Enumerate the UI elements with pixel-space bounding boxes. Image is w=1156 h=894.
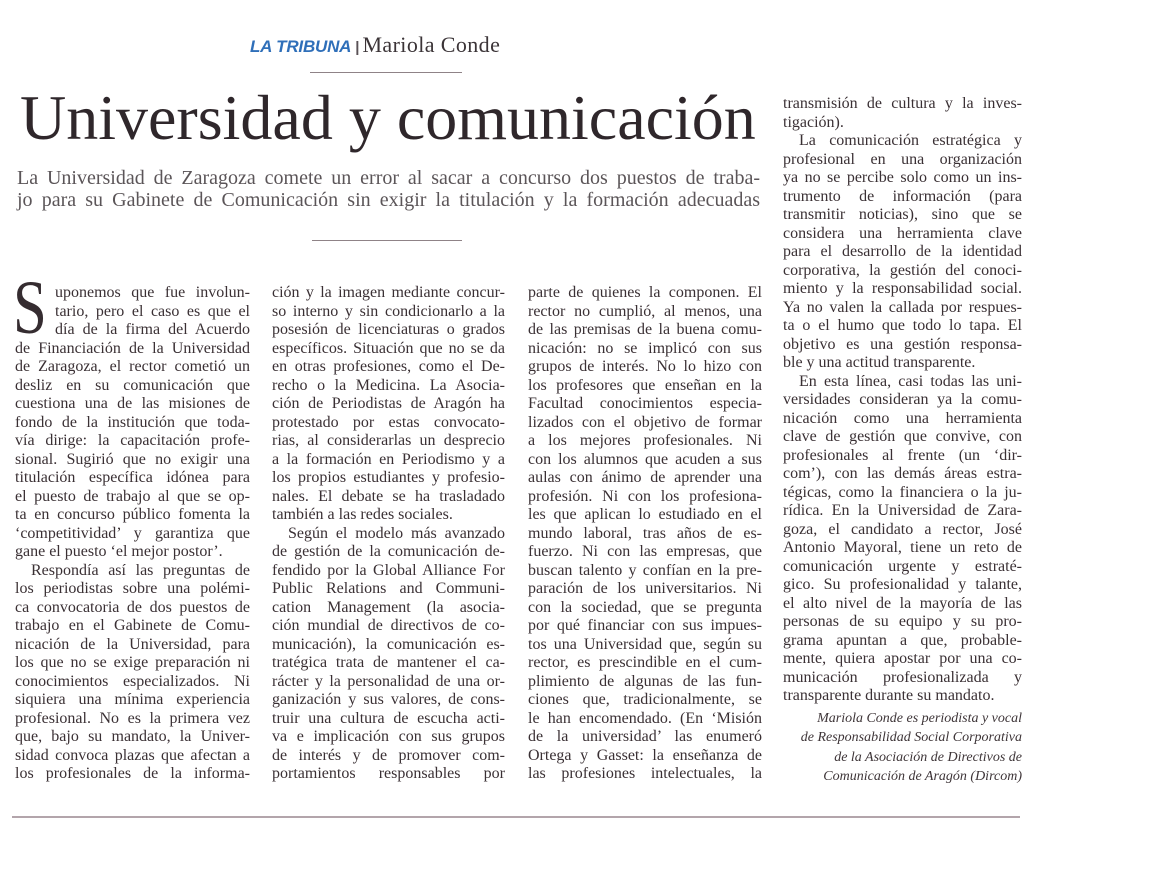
text-line: Public Relations and Communi- xyxy=(272,580,505,597)
text-line: fuerzo. Ni con las empresas, que xyxy=(528,543,762,560)
text-line: día de la firma del Acuerdo xyxy=(55,321,250,338)
article-column-1 xyxy=(15,284,250,784)
text-line: trabajo en el Gabinete de Comu- xyxy=(15,617,250,634)
text-line: para el desarrollo de la identidad xyxy=(783,243,1022,260)
text-line: posesión de licenciaturas o grados xyxy=(272,321,505,338)
subheadline-line: jo para su Gabinete de Comunicación sin exigir la titulación y la formación adecuadas xyxy=(17,189,760,211)
text-line: nales. El debate se ha trasladado xyxy=(272,487,505,505)
text-line: rector, es prescindible en el cum- xyxy=(528,654,762,671)
section-label: LA TRIBUNA xyxy=(250,37,352,56)
text-line: rias, al considerarlas un desprecio xyxy=(272,432,505,449)
text-line: municación), la comunicación es- xyxy=(272,635,505,653)
text-line: Respondía así las preguntas de xyxy=(31,561,250,579)
paragraph xyxy=(783,95,1022,132)
text-line: tégicas, como la financiera o la ju- xyxy=(783,483,1022,501)
text-line: cation Management (la asocia- xyxy=(272,598,505,616)
text-line: tigación). xyxy=(783,113,844,131)
text-line: ción de Periodistas de Aragón ha xyxy=(272,395,505,412)
text-line: La comunicación estratégica y xyxy=(799,132,1022,149)
text-line: a la formación en Periodismo y a xyxy=(272,450,505,468)
text-line: fendido por la Global Alliance For xyxy=(272,561,505,579)
text-line: rácter y la personalidad de una or- xyxy=(272,672,505,690)
text-line: clave de gestión que convive, con xyxy=(783,428,1022,445)
text-line: de gestión de la comunicación de- xyxy=(272,543,505,560)
text-line: las profesiones intelectuales, la xyxy=(528,765,762,782)
text-line: gico. Su profesionalidad y talante, xyxy=(783,576,1022,593)
text-line: en otras profesiones, como el De- xyxy=(272,358,505,375)
text-line: ‘competitividad’ y garantiza que xyxy=(15,524,250,542)
text-line: los periodistas sobre una polémi- xyxy=(15,580,250,597)
text-line: por qué financiar con sus impues- xyxy=(528,617,762,634)
paragraph xyxy=(528,284,762,784)
text-line: municación profesionalizada y xyxy=(783,668,1022,686)
text-line: Ortega y Gasset: la enseñanza de xyxy=(528,746,762,764)
text-line: profesional. No es la primera vez xyxy=(15,709,250,727)
text-line: com’), con las demás áreas estra- xyxy=(783,465,1022,482)
article-column-3 xyxy=(528,284,762,784)
drop-cap: S xyxy=(13,266,47,350)
text-line: ta o el humo que todo lo tapa. El xyxy=(783,317,1022,334)
text-line: conocimientos especializados. Ni xyxy=(15,672,250,690)
text-line: específicos. Situación que no se da xyxy=(272,339,505,357)
text-line: En esta línea, casi todas las uni- xyxy=(799,372,1022,390)
text-line: uponemos que fue involun- xyxy=(55,284,250,301)
text-line: personas de su equipo y su pro- xyxy=(783,613,1022,630)
subheadline xyxy=(17,167,760,211)
author-note-line: de Responsabilidad Social Corporativa xyxy=(800,730,1022,746)
paragraph xyxy=(783,373,1022,706)
text-line: de las premisas de la buena comu- xyxy=(528,321,762,338)
text-line: profesión. Ni con los profesiona- xyxy=(528,487,762,505)
masthead xyxy=(250,32,500,58)
author-note xyxy=(783,709,1022,786)
text-line: aulas con ánimo de aprender una xyxy=(528,469,762,486)
text-line: rídica. En la Universidad de Zara- xyxy=(783,502,1022,519)
text-line: ción mundial de directivos de co- xyxy=(272,617,505,634)
text-line: mundo laboral, tras años de es- xyxy=(528,524,762,542)
text-line: plimiento de algunas de las fun- xyxy=(528,672,762,690)
text-line: también a las redes sociales. xyxy=(272,506,453,523)
text-line: parte de quienes la componen. El xyxy=(528,284,762,301)
text-line: ca convocatoria de dos puestos de xyxy=(15,598,250,616)
article-column-2 xyxy=(272,284,505,784)
text-line: Antonio Mayoral, tiene un reto de xyxy=(783,539,1022,556)
text-line: grupos de interés. No lo hizo con xyxy=(528,358,762,375)
text-line: ción y la imagen mediante concur- xyxy=(272,284,505,301)
text-line: tos una Universidad que, según su xyxy=(528,635,762,653)
text-line: nicación como una herramienta xyxy=(783,409,1022,427)
text-line: protestado por estas convocato- xyxy=(272,413,505,431)
paragraph xyxy=(15,562,250,784)
text-line: so interno y sin condicionarlo a la xyxy=(272,302,505,320)
text-line: portamientos responsables por xyxy=(272,765,505,782)
text-line: le han encomendado. (En ‘Misión xyxy=(528,709,762,727)
text-line: va e implicación con sus grupos xyxy=(272,728,505,745)
header-rule xyxy=(310,72,462,73)
text-line: ganización y sus valores, de cons- xyxy=(272,691,505,708)
text-line: de Financiación de la Universidad xyxy=(15,339,250,357)
text-line: sional. Sugirió que no exigir una xyxy=(15,450,250,468)
text-line: tario, pero el caso es que el xyxy=(55,302,250,320)
subheadline-line: La Universidad de Zaragoza comete un error al sacar a concurso dos puestos de traba- xyxy=(17,167,760,189)
text-line: cuestiona una de las misiones de xyxy=(15,395,250,412)
text-line: lizados con el objetivo de formar xyxy=(528,413,762,431)
text-line: que, bajo su mandato, la Univer- xyxy=(15,728,250,745)
text-line: con los alumnos que acuden a sus xyxy=(528,450,762,468)
text-line: ta en concurso público fomenta la xyxy=(15,506,250,523)
text-line: rector no cumplió, al menos, una xyxy=(528,302,762,320)
text-line: transparente durante su mandato. xyxy=(783,687,995,704)
text-line: mente, quiera apostar por una co- xyxy=(783,650,1022,667)
text-line: profesional en una organización xyxy=(783,150,1022,168)
divider-rule xyxy=(312,240,462,241)
text-line: los profesionales de la informa- xyxy=(15,765,250,782)
text-line: fondo de la institución que toda- xyxy=(15,413,250,431)
text-line: Según el modelo más avanzado xyxy=(288,524,505,542)
text-line: de Zaragoza, el rector cometió un xyxy=(15,358,250,375)
text-line: corporativa, la gestión del conoci- xyxy=(783,261,1022,279)
text-line: comunicación urgente y estraté- xyxy=(783,557,1022,575)
text-line: el puesto de trabajo al que se op- xyxy=(15,487,250,505)
author-note-line: de la Asociación de Directivos de xyxy=(834,749,1022,765)
text-line: Facultad conocimientos especia- xyxy=(528,395,762,412)
text-line: transmitir noticias), sino que se xyxy=(783,206,1022,223)
text-line: paración de los universitarios. Ni xyxy=(528,580,762,597)
text-line: nicación: no se implicó con sus xyxy=(528,339,762,357)
text-line: truir una cultura de escucha acti- xyxy=(272,709,505,727)
paragraph xyxy=(272,525,505,784)
byline-author: Mariola Conde xyxy=(362,32,501,57)
text-line: goza, el candidato a rector, José xyxy=(783,520,1022,538)
text-line: desliz en su comunicación que xyxy=(15,376,250,394)
text-line: titulación específica idónea para xyxy=(15,469,250,486)
text-line: los profesores que enseñan en la xyxy=(528,376,762,394)
text-line: trumento de información (para xyxy=(783,187,1022,205)
text-line: gane el puesto ‘el mejor postor’. xyxy=(15,543,223,560)
text-line: miento y la responsabilidad social. xyxy=(783,280,1022,297)
text-line: grama apuntan a que, probable- xyxy=(783,631,1022,649)
text-line: considera una herramienta clave xyxy=(783,224,1022,242)
article-column-4 xyxy=(783,95,1022,706)
text-line: el alto nivel de la mayoría de las xyxy=(783,594,1022,612)
text-line: vía dirige: la capacitación profe- xyxy=(15,432,250,449)
text-line: los que no se exige preparación ni xyxy=(15,654,250,671)
separator: | xyxy=(355,39,360,56)
paragraph xyxy=(272,284,505,525)
author-note-line: Mariola Conde es periodista y vocal xyxy=(817,711,1022,726)
text-line: siquiera una mínima experiencia xyxy=(15,691,250,708)
text-line: de la universidad’ las enumeró xyxy=(528,728,762,745)
text-line: transmisión de cultura y la inves- xyxy=(783,95,1022,112)
text-line: sidad convoca plazas que afectan a xyxy=(15,746,250,764)
text-line: nicación de la Universidad, para xyxy=(15,635,250,653)
author-note-line: Comunicación de Aragón (Dircom) xyxy=(823,768,1022,784)
text-line: buscan talento y confían en la pre- xyxy=(528,561,762,579)
text-line: a los mejores profesionales. Ni xyxy=(528,432,762,449)
text-line: versidades consideran ya la comu- xyxy=(783,391,1022,408)
text-line: profesionales al frente (un ‘dir- xyxy=(783,446,1022,464)
text-line: de interés y de promover com- xyxy=(272,746,505,764)
text-line: ya no se percibe solo como un ins- xyxy=(783,169,1022,186)
paragraph xyxy=(783,132,1022,373)
paragraph xyxy=(15,284,250,562)
bottom-rule xyxy=(12,816,1020,818)
headline: Universidad y comunicación xyxy=(20,82,756,153)
text-line: Ya no valen la callada por respues- xyxy=(783,298,1022,316)
text-line: con la sociedad, que se pregunta xyxy=(528,598,762,616)
text-line: les que aplican lo estudiado en el xyxy=(528,506,762,523)
text-line: los propios estudiantes y profesio- xyxy=(272,469,505,486)
text-line: ble y una actitud transparente. xyxy=(783,354,976,371)
text-line: objetivo es una gestión responsa- xyxy=(783,335,1022,353)
text-line: recho o la Medicina. La Asocia- xyxy=(272,376,505,394)
text-line: ciones que, tradicionalmente, se xyxy=(528,691,762,708)
text-line: tratégica trata de mantener el ca- xyxy=(272,654,505,671)
